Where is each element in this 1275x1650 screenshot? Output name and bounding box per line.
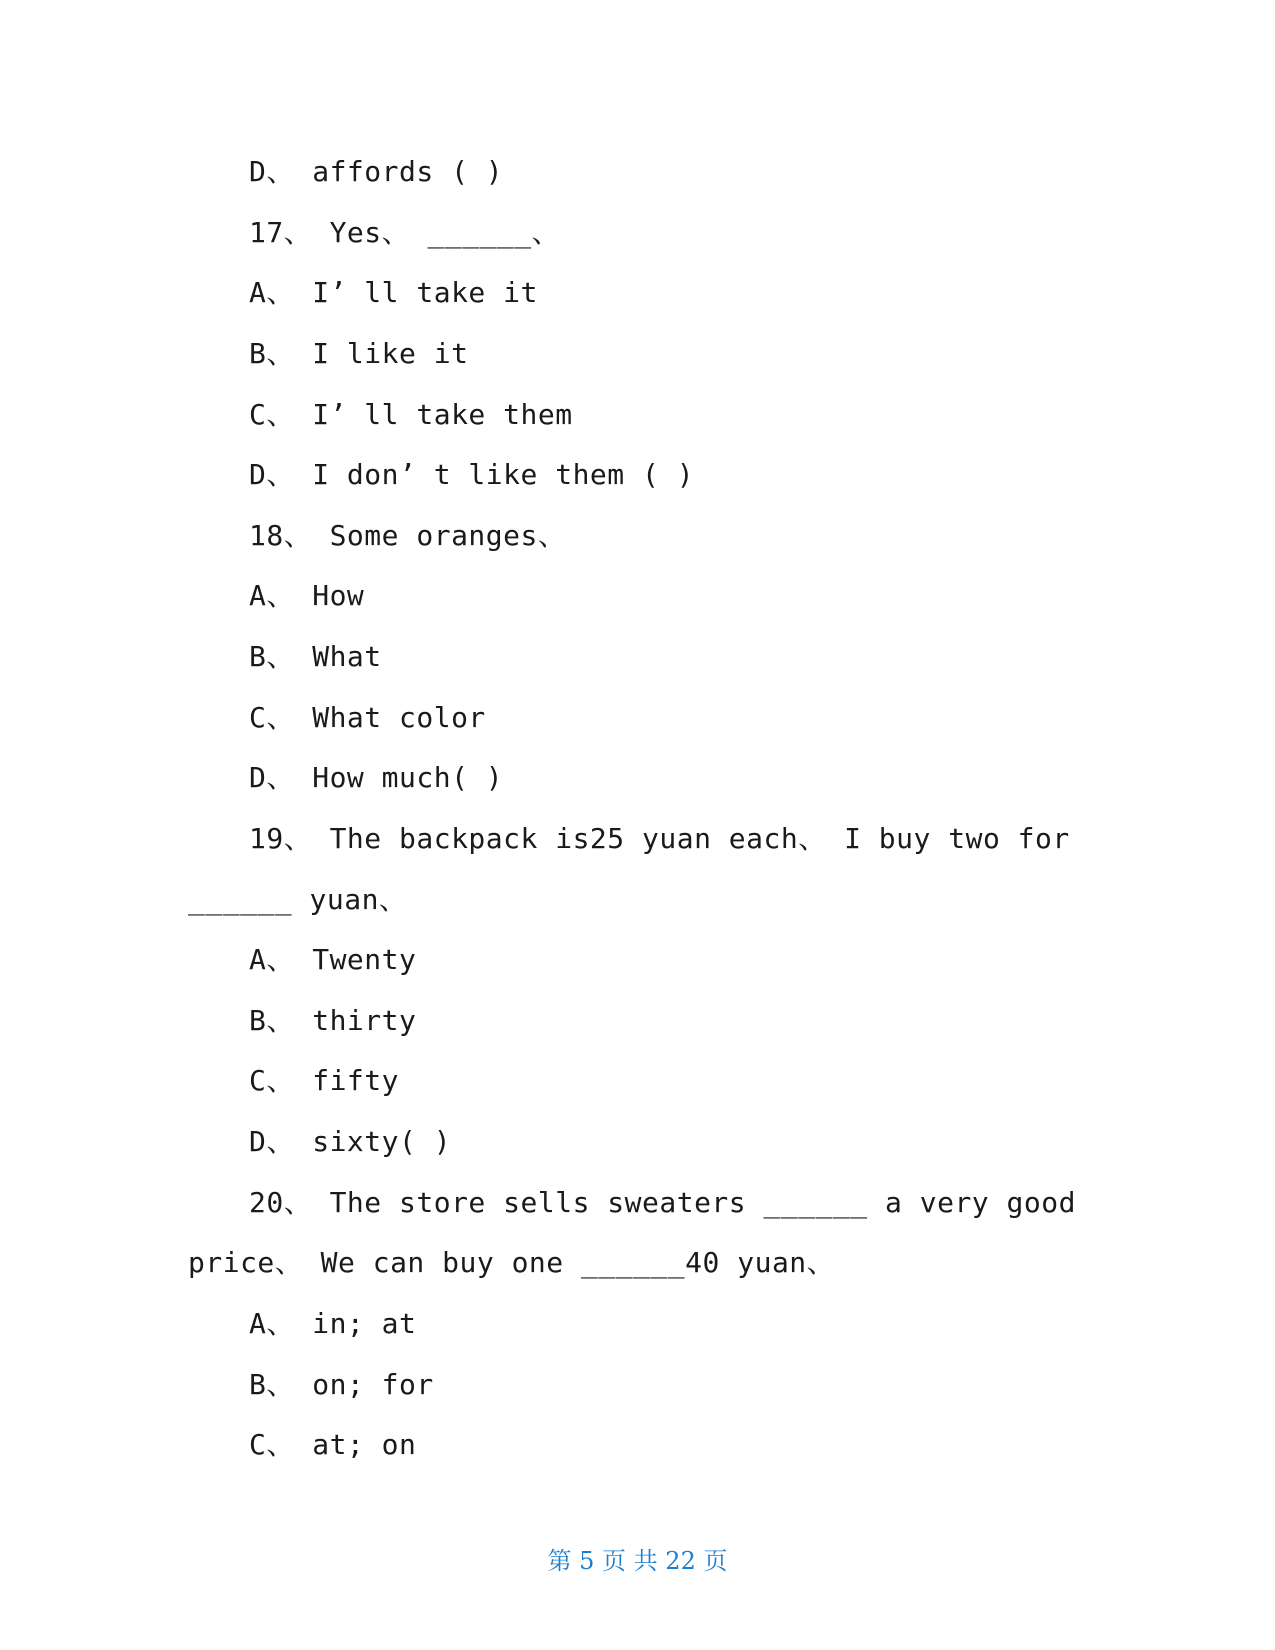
q17-option-d: D、 I don’ t like them ( ) [249, 458, 695, 491]
q20-stem-line1: 20、 The store sells sweaters ______ a very good [249, 1186, 1076, 1219]
q18-option-a: A、 How [249, 579, 365, 612]
q19-option-c: C、 fifty [249, 1064, 400, 1097]
q20-stem-line2: price、 We can buy one ______40 yuan、 [188, 1246, 836, 1279]
q19-stem-line2: ______ yuan、 [188, 883, 408, 916]
q17-option-c: C、 I’ ll take them [249, 398, 573, 431]
q18-option-b: B、 What [249, 640, 382, 673]
q19-stem-line1: 19、 The backpack is25 yuan each、 I buy two for [249, 822, 1070, 855]
q18-stem: 18、 Some oranges、 [249, 519, 567, 552]
page-number-footer: 第 5 页 共 22 页 [547, 1547, 728, 1575]
q17-stem: 17、 Yes、 ______、 [249, 216, 561, 249]
q19-option-b: B、 thirty [249, 1004, 417, 1037]
q20-option-c: C、 at; on [249, 1428, 417, 1461]
q18-option-c: C、 What color [249, 701, 486, 734]
q17-option-a: A、 I’ ll take it [249, 276, 538, 309]
q20-option-b: B、 on; for [249, 1368, 434, 1401]
q20-option-a: A、 in; at [249, 1307, 417, 1340]
q19-option-a: A、 Twenty [249, 943, 417, 976]
q17-option-b: B、 I like it [249, 337, 469, 370]
q16-option-d: D、 affords ( ) [249, 155, 504, 188]
q18-option-d: D、 How much( ) [249, 761, 504, 794]
q19-option-d: D、 sixty( ) [249, 1125, 452, 1158]
